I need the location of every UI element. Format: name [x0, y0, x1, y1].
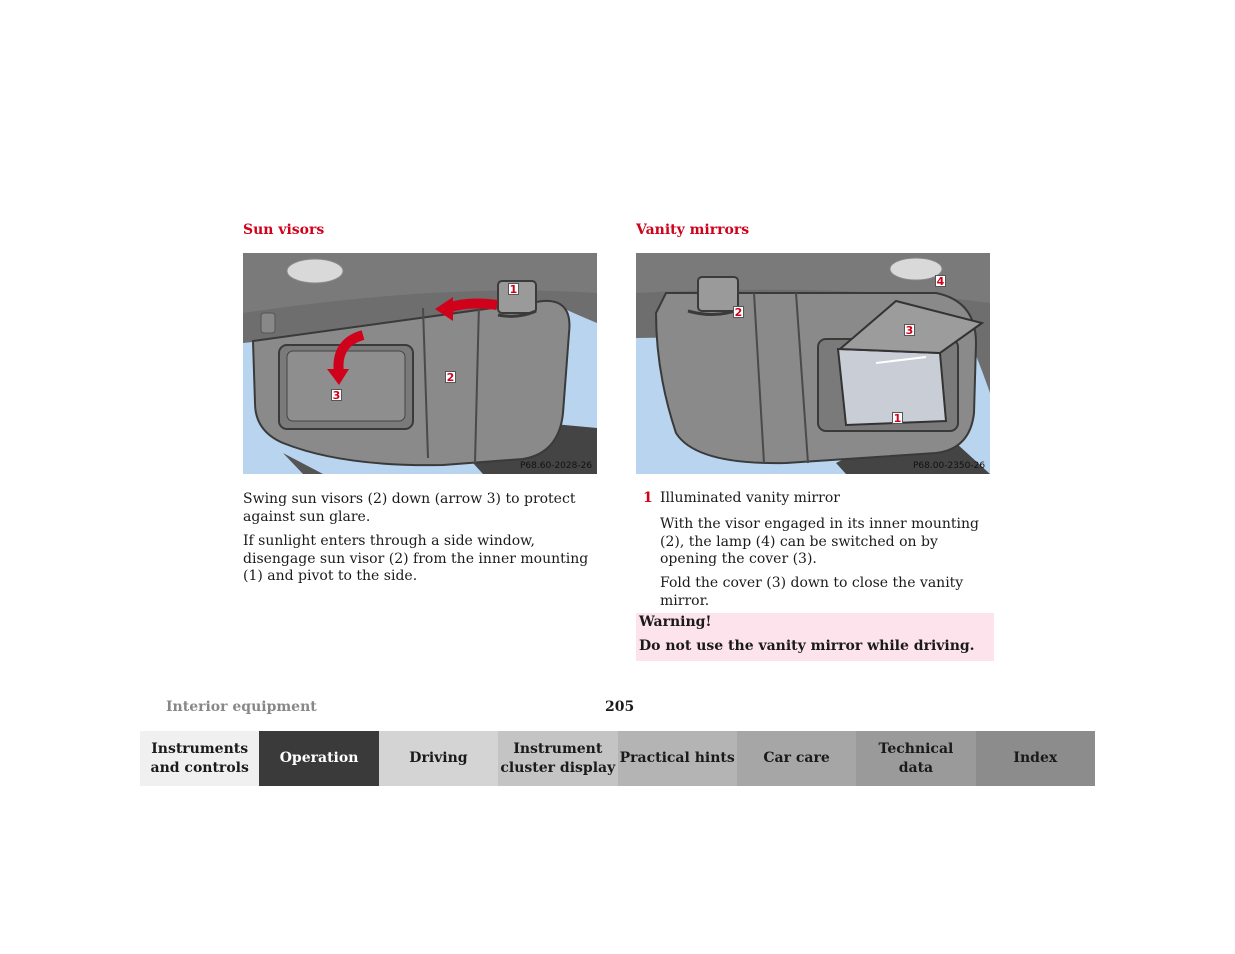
- sun-visor-drawing: [243, 253, 597, 474]
- callout-inner-mounting: 2: [734, 306, 743, 319]
- warning-box: [636, 613, 994, 661]
- item-number: 1: [643, 490, 653, 506]
- vanity-mirrors-heading: Vanity mirrors: [636, 222, 750, 238]
- callout-cover: 3: [905, 324, 914, 337]
- warning-title: Warning!: [639, 614, 712, 630]
- vanity-mirror-illustration: [636, 253, 990, 474]
- nav-tab-instruments-and-controls[interactable]: Instruments and controls: [140, 731, 259, 786]
- nav-tab-index[interactable]: Index: [976, 731, 1095, 786]
- item-title: Illuminated vanity mirror: [660, 490, 840, 506]
- callout-vanity-mirror: 1: [893, 412, 902, 425]
- callout-inner-mounting: 1: [509, 283, 518, 296]
- nav-tab-technical-data[interactable]: Technical data: [856, 731, 975, 786]
- callout-sun-visor: 2: [446, 371, 455, 384]
- vanity-paragraph-2: Fold the cover (3) down to close the vanity mirror.: [660, 575, 964, 609]
- figure-code: P68.00-2350-26: [913, 461, 986, 471]
- sun-visors-heading: Sun visors: [243, 222, 325, 238]
- nav-tab-car-care[interactable]: Car care: [737, 731, 856, 786]
- sun-visor-paragraph-1: Swing sun visors (2) down (arrow 3) to protect against sun glare.: [243, 491, 576, 525]
- footer-section-title: Interior equipment: [166, 699, 317, 715]
- callout-lamp: 4: [936, 275, 945, 288]
- warning-text: Do not use the vanity mirror while driving.: [639, 638, 975, 654]
- nav-tab-instrument-cluster-display[interactable]: Instrument cluster display: [498, 731, 617, 786]
- nav-tab-practical-hints[interactable]: Practical hints: [618, 731, 737, 786]
- figure-code: P68.60-2028-26: [520, 461, 593, 471]
- chapter-nav: [140, 731, 1095, 786]
- vanity-paragraph-1: With the visor engaged in its inner mounting (2), the lamp (4) can be switched on by opening the cover (3).: [660, 516, 979, 567]
- page-number: 205: [605, 699, 635, 715]
- sun-visor-illustration: [243, 253, 597, 474]
- nav-tab-operation[interactable]: Operation: [259, 731, 378, 786]
- sun-visor-paragraph-2: If sunlight enters through a side window, disengage sun visor (2) from the inner mounting (1) and pivot to the side.: [243, 533, 589, 584]
- callout-arrow: 3: [332, 389, 341, 402]
- nav-tab-driving[interactable]: Driving: [379, 731, 498, 786]
